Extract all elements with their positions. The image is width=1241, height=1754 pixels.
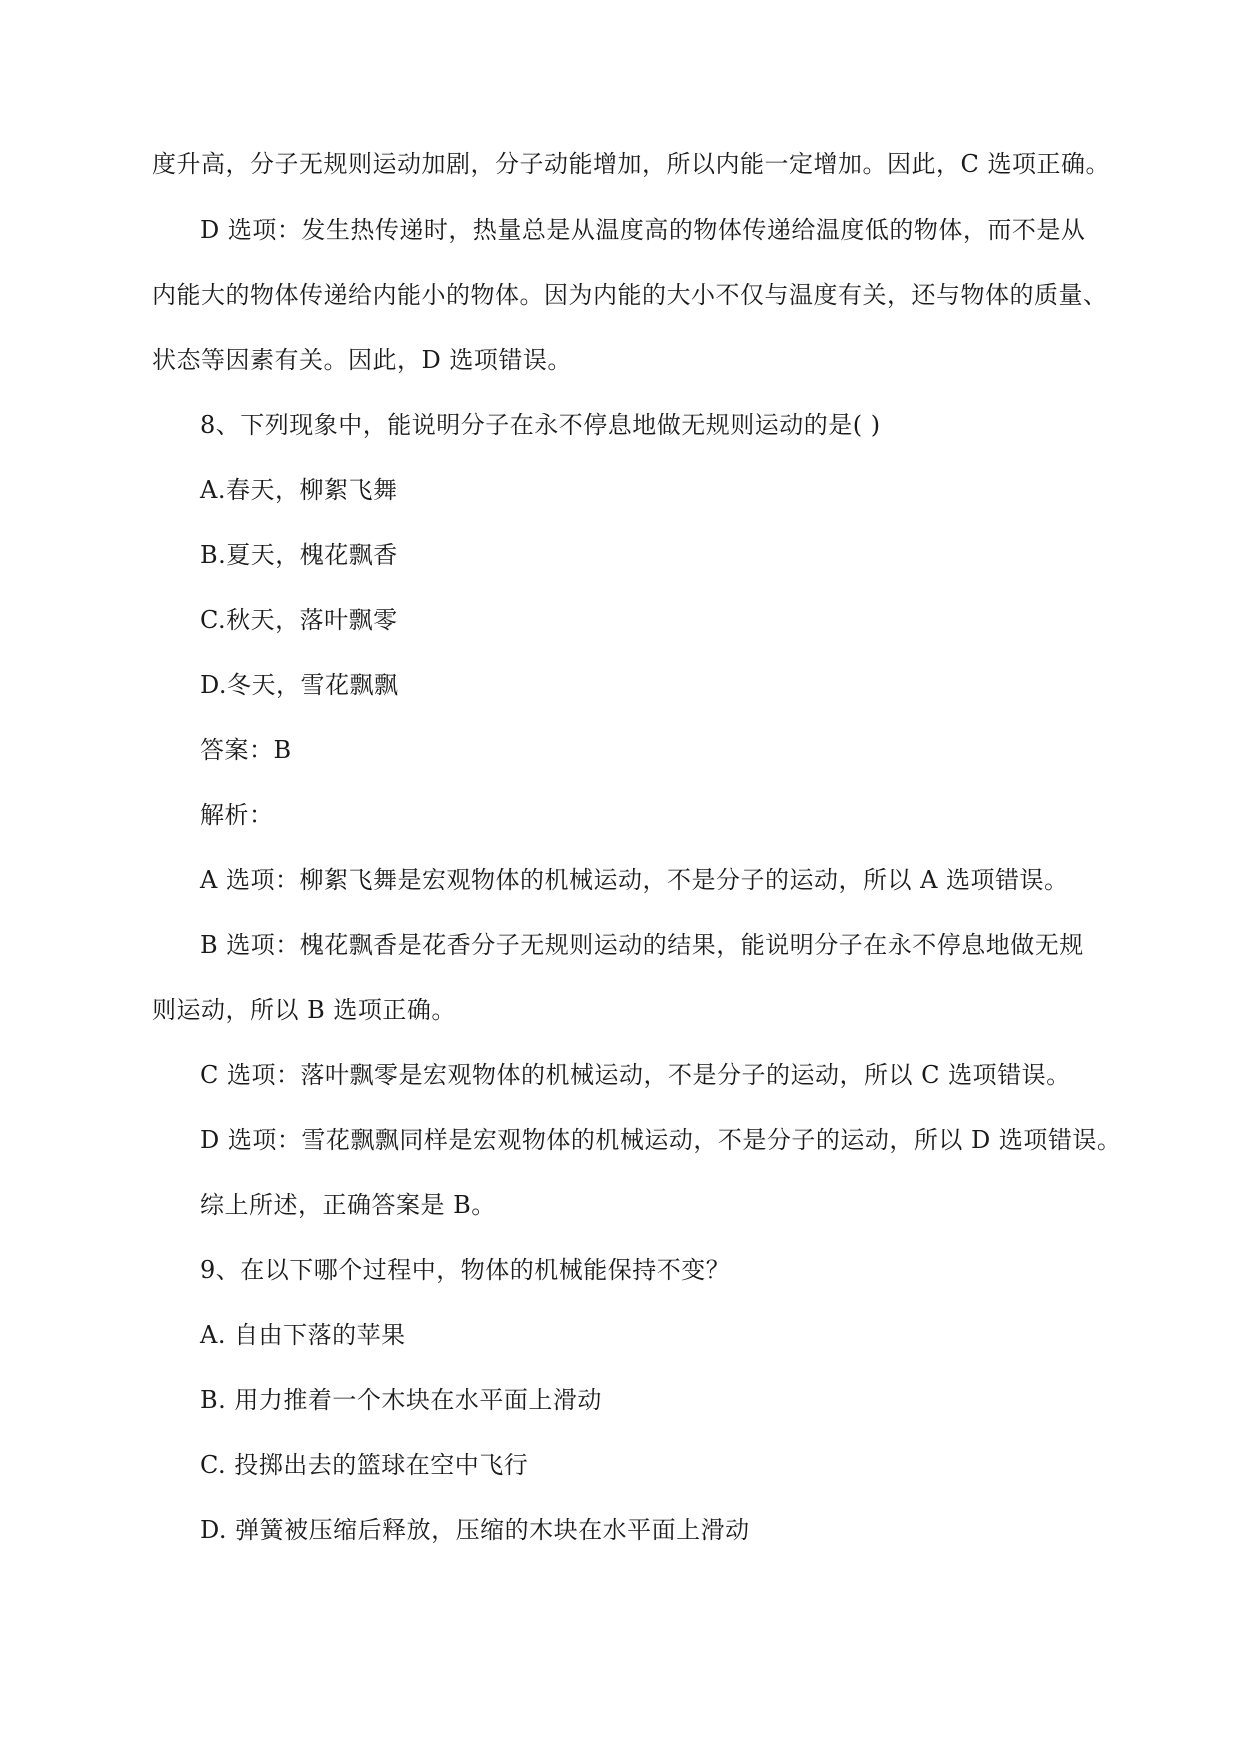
question-8-option-d: D.冬天，雪花飘飘 [200, 671, 399, 699]
question-8-stem: 8、下列现象中，能说明分子在永不停息地做无规则运动的是( ) [200, 411, 881, 439]
question-8-option-c: C.秋天，落叶飘零 [200, 606, 398, 634]
paragraph-line: C 选项：落叶飘零是宏观物体的机械运动，不是分子的运动，所以 C 选项错误。 [200, 1061, 1071, 1089]
paragraph-line: B 选项：槐花飘香是花香分子无规则运动的结果，能说明分子在永不停息地做无规 [200, 931, 1084, 959]
question-9-stem: 9、在以下哪个过程中，物体的机械能保持不变？ [200, 1256, 731, 1284]
paragraph-line: D 选项：发生热传递时，热量总是从温度高的物体传递给温度低的物体，而不是从 [200, 216, 1086, 244]
paragraph-line: 内能大的物体传递给内能小的物体。因为内能的大小不仅与温度有关，还与物体的质量、 [152, 281, 1108, 309]
summary-line: 综上所述，正确答案是 B。 [200, 1191, 496, 1219]
question-8-option-a: A.春天，柳絮飞舞 [200, 476, 398, 504]
paragraph-line: 状态等因素有关。因此，D 选项错误。 [152, 346, 572, 374]
paragraph-line: A 选项：柳絮飞舞是宏观物体的机械运动，不是分子的运动，所以 A 选项错误。 [200, 866, 1069, 894]
question-9-option-c: C. 投掷出去的篮球在空中飞行 [200, 1451, 529, 1479]
paragraph-line: 度升高，分子无规则运动加剧，分子动能增加，所以内能一定增加。因此，C 选项正确。 [152, 150, 1110, 178]
question-9-option-b: B. 用力推着一个木块在水平面上滑动 [200, 1386, 602, 1414]
paragraph-line: 则运动，所以 B 选项正确。 [152, 996, 456, 1024]
paragraph-line: D 选项：雪花飘飘同样是宏观物体的机械运动，不是分子的运动，所以 D 选项错误。 [200, 1126, 1122, 1154]
analysis-heading: 解析： [200, 801, 274, 829]
answer-line: 答案：B [200, 736, 292, 764]
question-9-option-d: D. 弹簧被压缩后释放，压缩的木块在水平面上滑动 [200, 1516, 750, 1544]
question-8-option-b: B.夏天，槐花飘香 [200, 541, 398, 569]
question-9-option-a: A. 自由下落的苹果 [200, 1321, 406, 1349]
